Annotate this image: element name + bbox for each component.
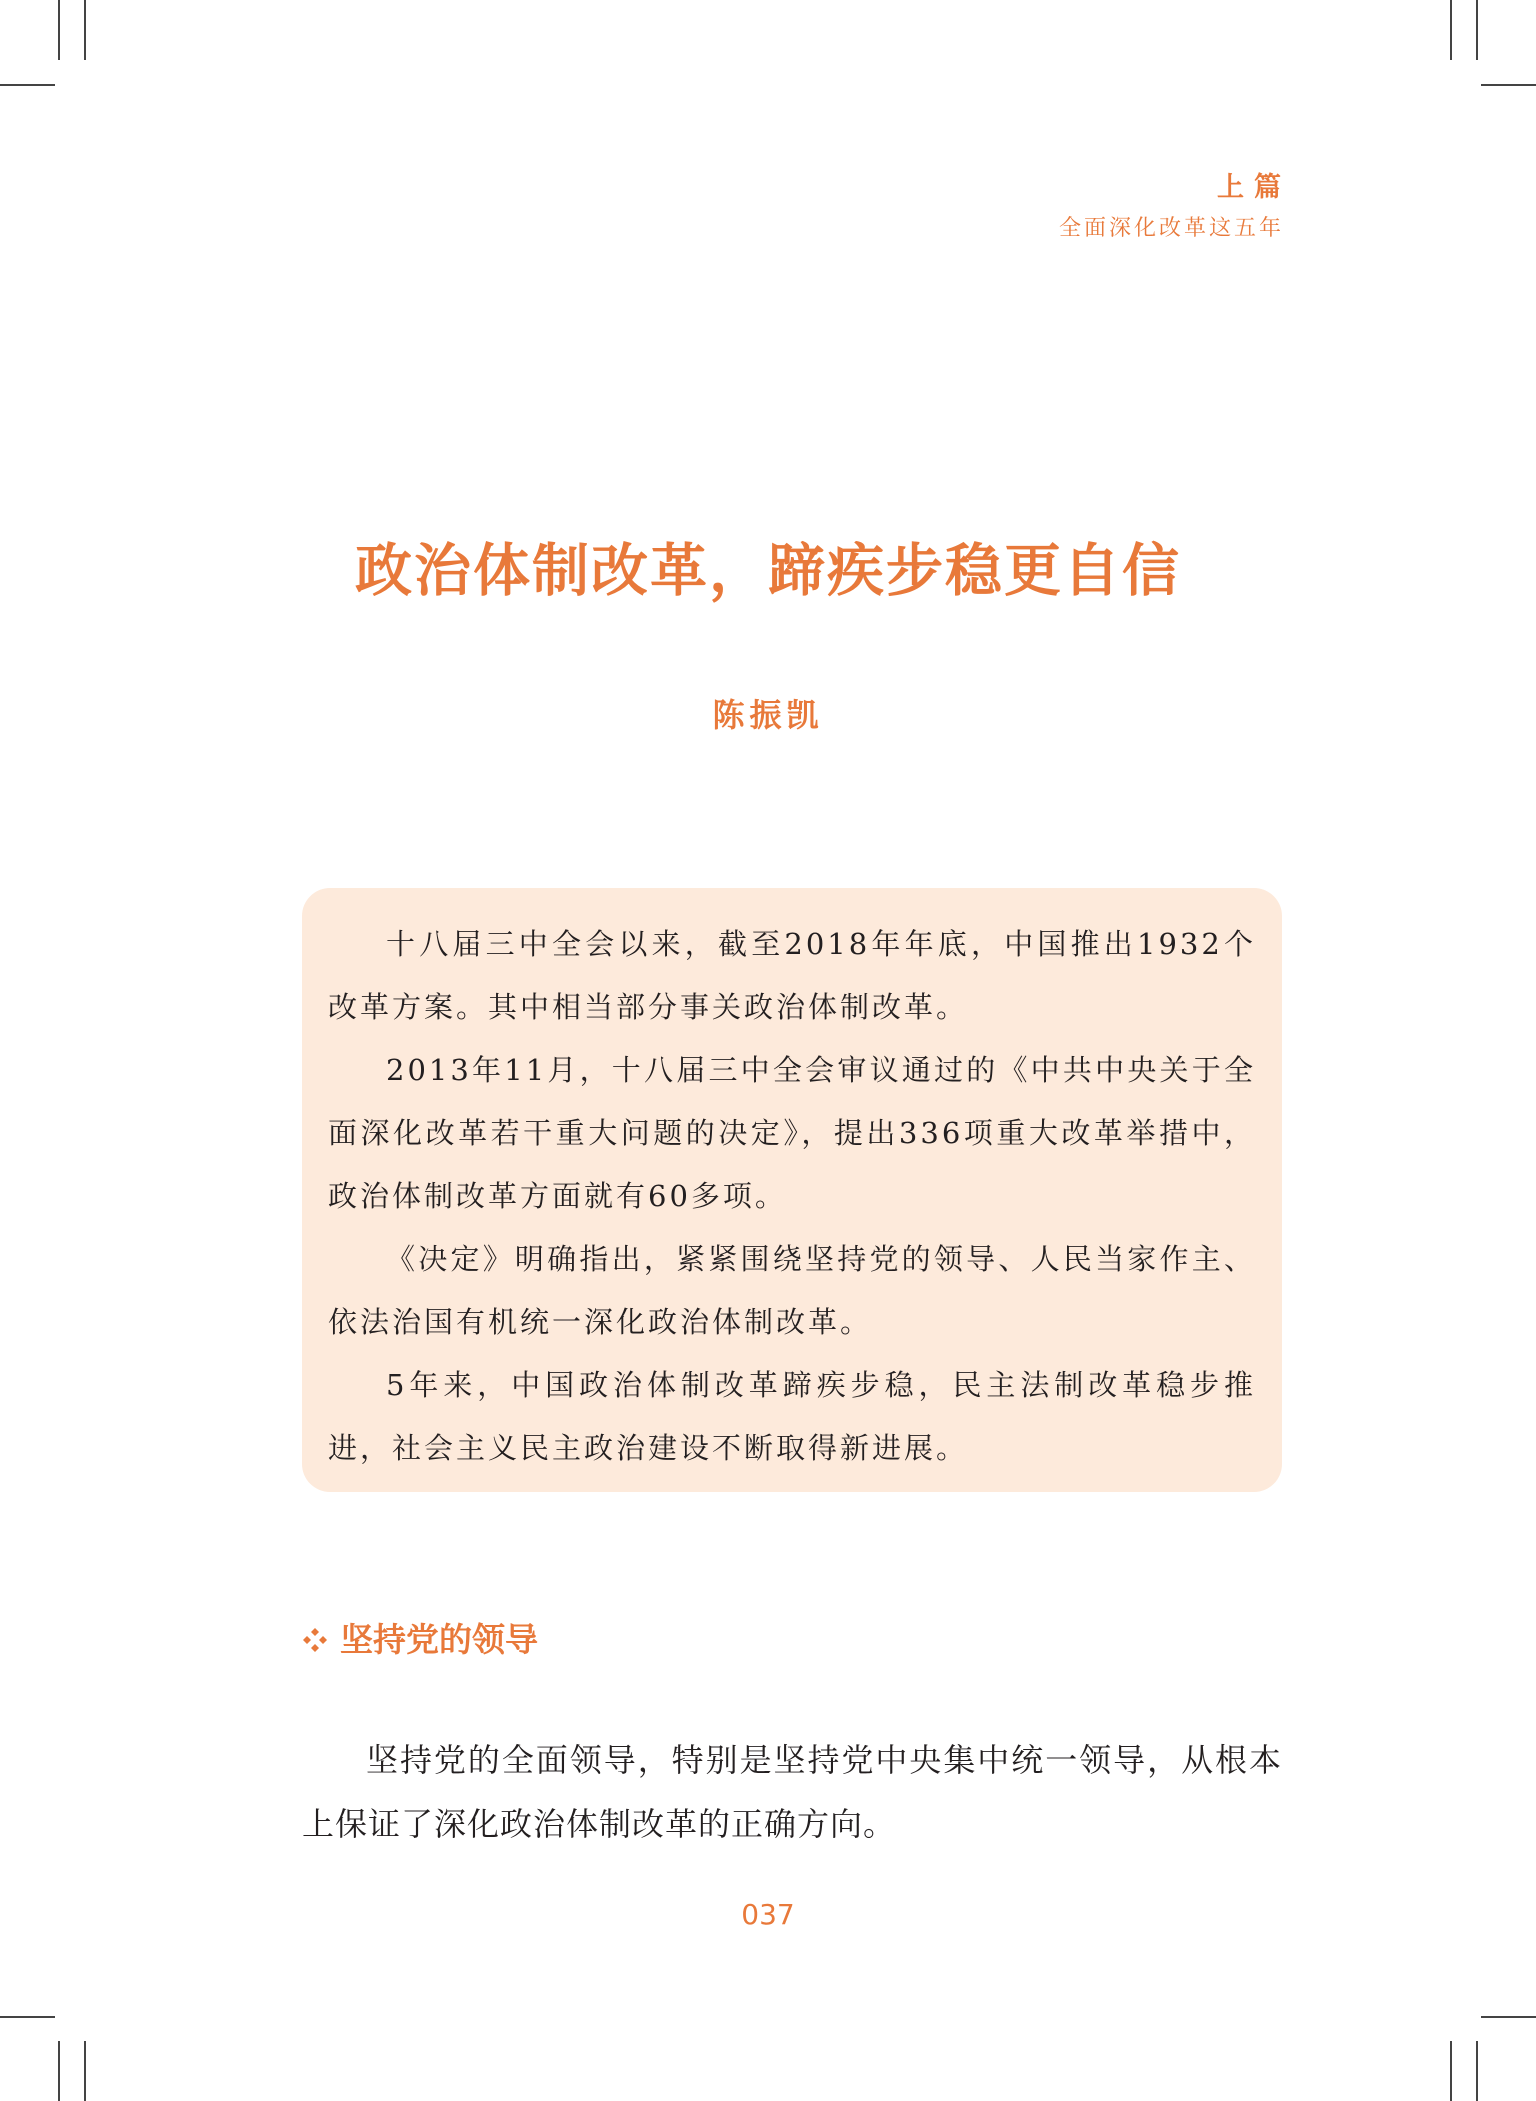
crop-mark-bottom-left-horizontal [0, 2016, 55, 2018]
body-paragraph: 坚持党的全面领导，特别是坚持党中央集中统一领导，从根本上保证了深化政治体制改革的正确方向。 [302, 1741, 1282, 1843]
running-head [1058, 168, 1291, 246]
crop-mark-top-right-inner [1450, 0, 1452, 60]
abstract-box [302, 888, 1282, 1492]
crop-mark-top-left-horizontal [0, 84, 55, 86]
diamond-bullet-icon [302, 1627, 328, 1653]
crop-mark-bottom-right-horizontal [1481, 2016, 1536, 2018]
crop-mark-top-left-outer [84, 0, 86, 60]
article-author: 陈振凯 [712, 696, 824, 734]
crop-mark-top-right-horizontal [1481, 84, 1536, 86]
section-heading [302, 1615, 538, 1665]
abstract-paragraph: 《决定》明确指出，紧紧围绕坚持党的领导、人民当家作主、依法治国有机统一深化政治体制改革。 [328, 1242, 1256, 1339]
crop-mark-bottom-left-inner [58, 2041, 60, 2101]
body-text [302, 1728, 1282, 1856]
running-head-subtitle: 全面深化改革这五年 [1058, 216, 1284, 241]
section-heading-text: 坚持党的领导 [340, 1620, 538, 1659]
crop-mark-bottom-right-outer [1476, 2041, 1478, 2101]
running-head-part: 上篇 [1217, 172, 1291, 203]
crop-mark-top-left-inner [58, 0, 60, 60]
abstract-paragraph: 2013年11月，十八届三中全会审议通过的《中共中央关于全面深化改革若干重大问题的决定》，提出336项重大改革举措中，政治体制改革方面就有60多项。 [328, 1053, 1256, 1213]
abstract-paragraph: 5年来，中国政治体制改革蹄疾步稳，民主法制改革稳步推进，社会主义民主政治建设不断取得新进展。 [328, 1368, 1256, 1465]
crop-mark-bottom-right-inner [1450, 2041, 1452, 2101]
abstract-paragraph: 十八届三中全会以来，截至2018年年底，中国推出1932个改革方案。其中相当部分事关政治体制改革。 [328, 927, 1256, 1024]
page-number: 037 [741, 1898, 795, 1931]
crop-mark-top-right-outer [1476, 0, 1478, 60]
article-title: 政治体制改革，蹄疾步稳更自信 [355, 537, 1181, 604]
crop-mark-bottom-left-outer [84, 2041, 86, 2101]
